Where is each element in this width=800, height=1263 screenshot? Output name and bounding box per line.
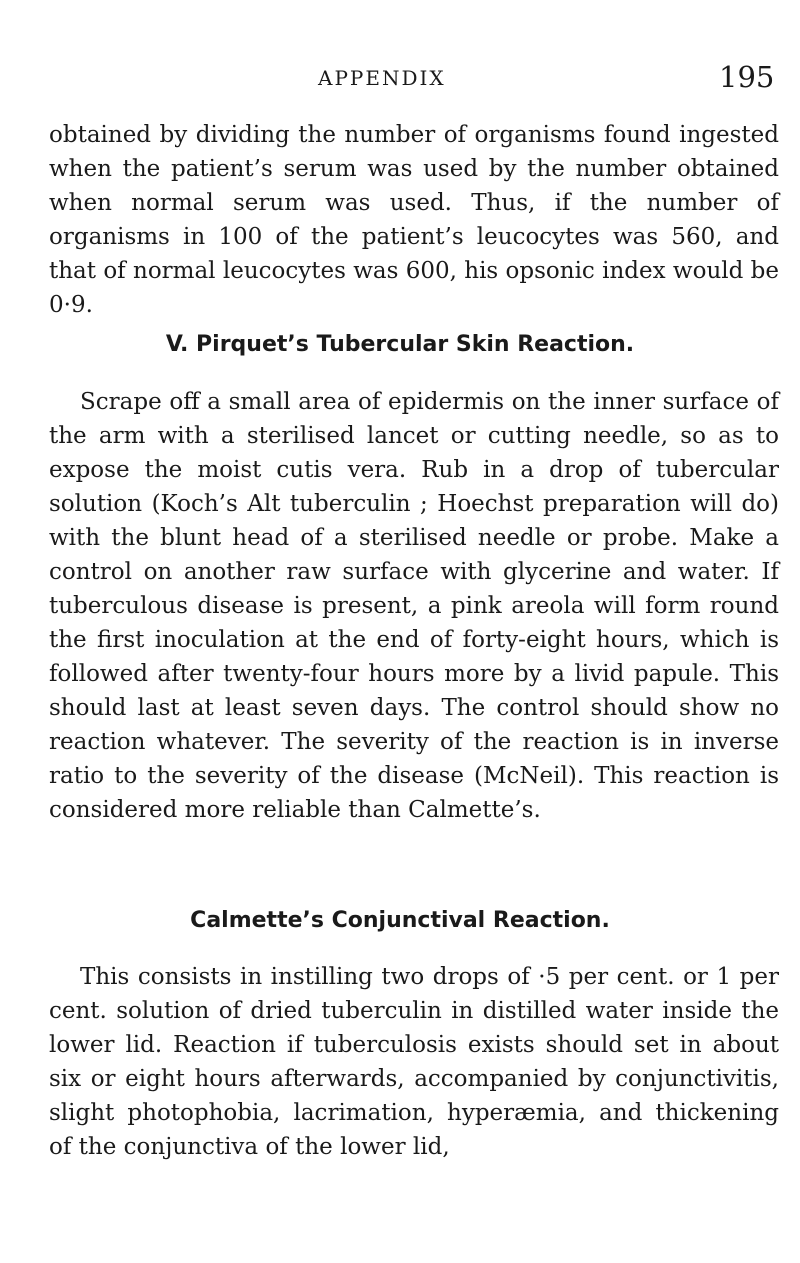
section-heading-pirquet: V. Pirquet’s Tubercular Skin Reaction. xyxy=(165,332,635,357)
running-title: APPENDIX xyxy=(318,66,446,90)
paragraph-pirquet: Scrape off a small area of epidermis on the inner surface of the arm with a sterilised lancet or cutting needle, so as to expose the moist cutis vera. Rub in a drop of tubercular solution (Koch’s Alt tuberculin ; Hoechst preparation will do) with the blunt head of a sterilised needle or probe. Make a control on another raw surface with glycerine and water. If tuberculous disease is present, a pink areola will form round the first inoculation at the end of forty-eight hours, which is followed after twenty-four hours more by a livid papule. This should last at least seven days. The control should show no reaction whatever. The severity of the reaction is in inverse ratio to the severity of the disease (McNeil). This reaction is considered more reliable than Calmette’s. xyxy=(49,389,779,823)
section-heading-calmette: Calmette’s Conjunctival Reaction. xyxy=(190,908,610,933)
opening-paragraph: obtained by dividing the number of organisms found ingested when the patient’s serum was used by the number obtained when normal serum was used. Thus, if the number of organisms in 100 of the patient’s leucocytes was 560, and that of normal leucocytes was 600, his opsonic index would be 0·9. xyxy=(49,122,779,318)
running-head xyxy=(0,60,800,100)
paragraph-calmette: This consists in instilling two drops of ·5 per cent. or 1 per cent. solution of dried tuberculin in distilled water inside the lower lid. Reaction if tuberculosis exists should set in about six or eight hours afterwards, accompanied by conjunctivitis, slight photophobia, lacrimation, hyperæmia, and thickening of the conjunctiva of the lower lid, xyxy=(49,964,779,1160)
page-number: 195 xyxy=(719,60,775,94)
